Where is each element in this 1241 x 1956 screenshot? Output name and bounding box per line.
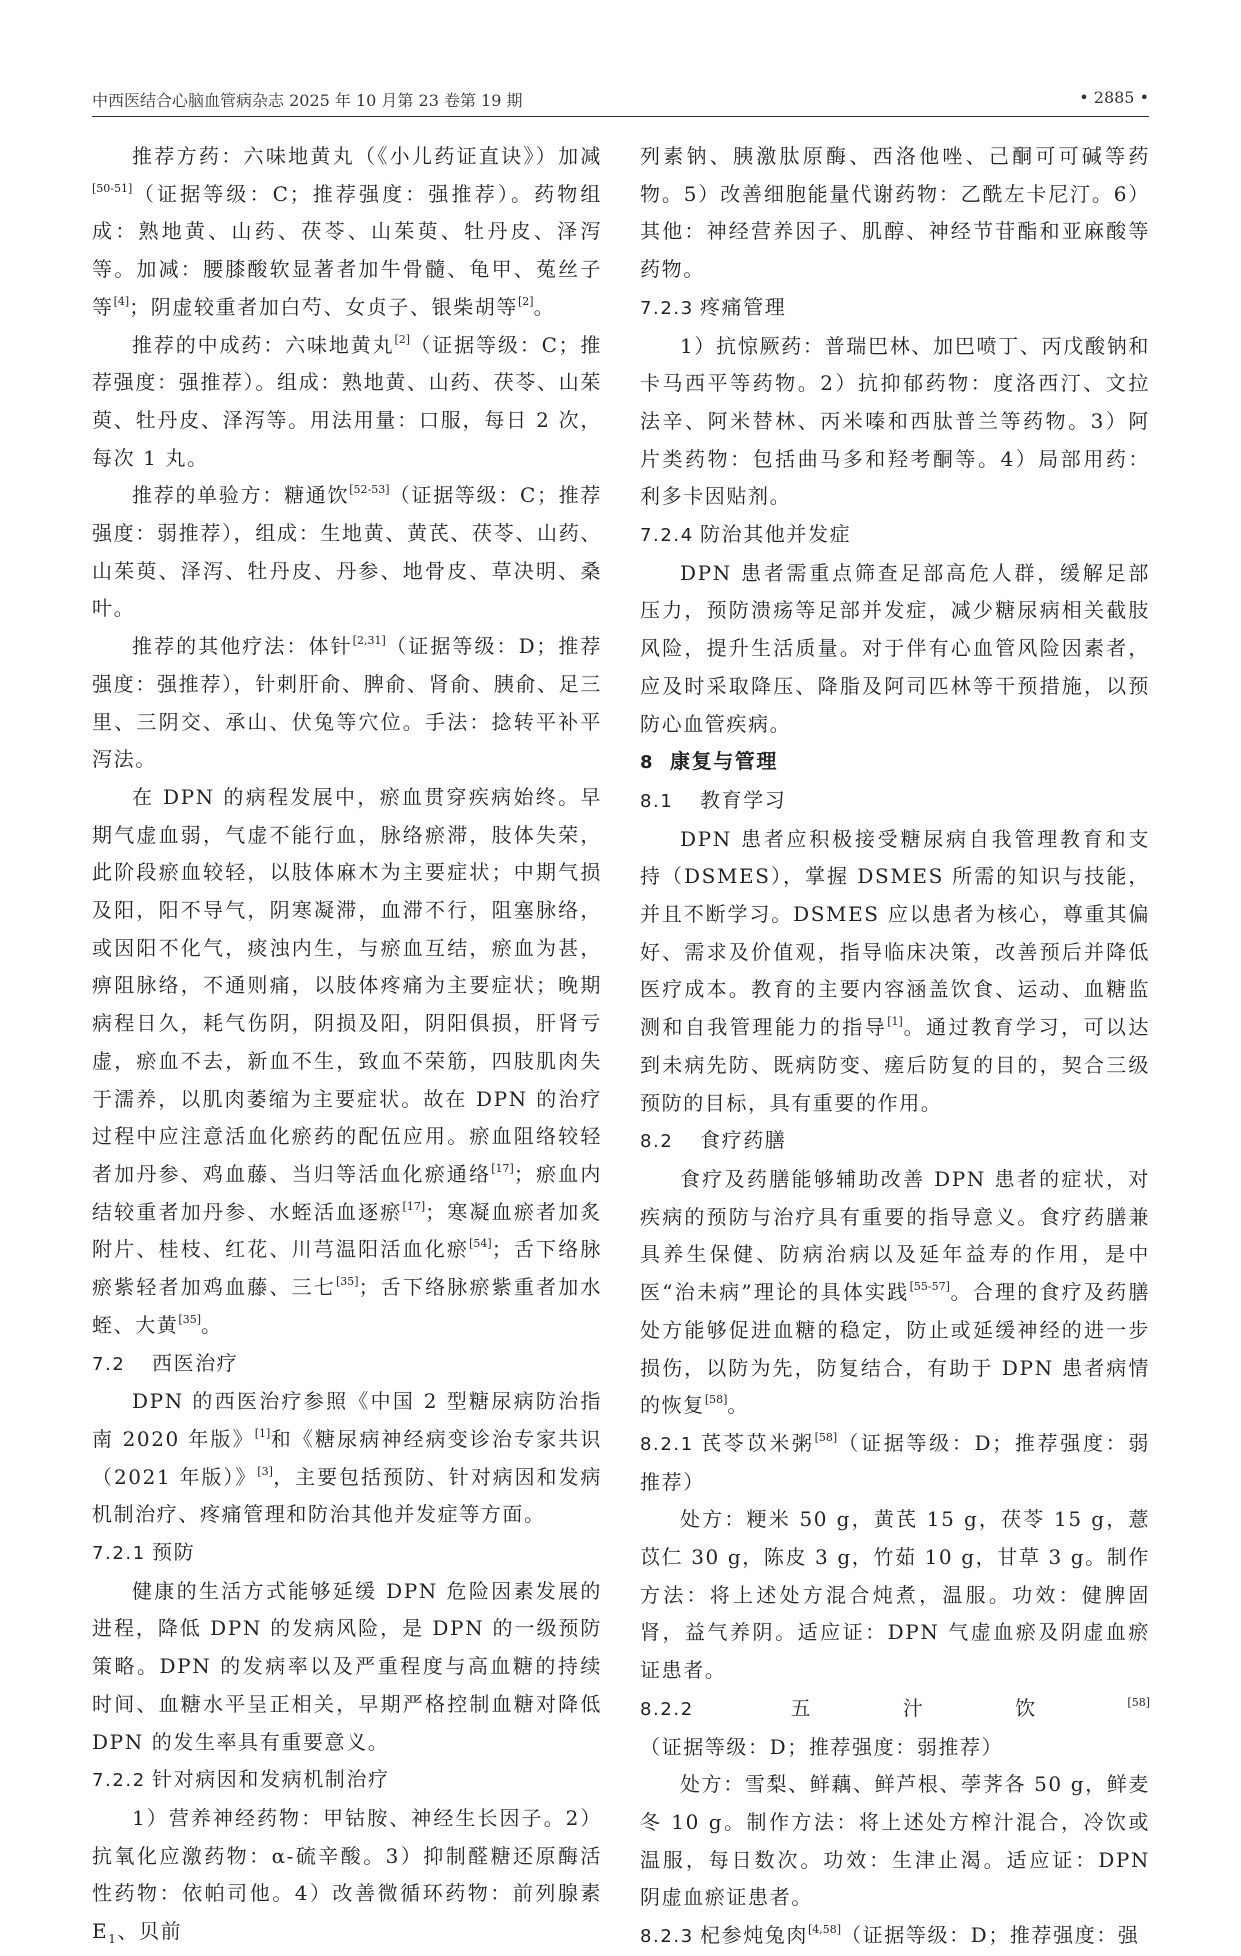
paragraph-single-formula: 推荐的单验方：糖通饮[52-53]（证据等级：C；推荐强度：弱推荐），组成：生地黄、黄芪、茯苓、山药、山茱萸、泽泻、牡丹皮、丹参、地骨皮、草决明、桑叶。 xyxy=(92,483,602,621)
paragraph-diet-therapy: 食疗及药膳能够辅助改善 DPN 患者的症状，对疾病的预防与治疗具有重要的指导意义。食疗药膳兼具养生保健、防病治病以及延年益寿的作用，是中医“治未病”理论的具体实践[55-57]。合理的食疗及药膳处方能够促进血糖的稳定，防止或延缓神经的进一步损伤，以防为先，防复结合，有助于 DPN 患者病情的恢复[58]。 xyxy=(640,1166,1151,1418)
running-header xyxy=(92,78,1149,117)
paragraph-blood-stasis: 在 DPN 的病程发展中，瘀血贯穿疾病始终。早期气虚血弱，气虚不能行血，脉络瘀滞，肢体失荣，此阶段瘀血较轻，以肢体麻木为主要症状；中期气损及阳，阳不导气，阴寒凝滞，血滞不行，阻塞脉络，或因阳不化气，痰浊内生，与瘀血互结，瘀血为甚，痹阻脉络，不通则痛，以肢体疼痛为主要症状；晚期病程日久，耗气伤阴，阴损及阳，阴阳俱损，肝肾亏虚，瘀血不去，新血不生，致血不荣筋，四肢肌肉失于濡养，以肌肉萎缩为主要症状。故在 DPN 的治疗过程中应注意活血化瘀药的配伍应用。瘀血阻络较轻者加丹参、鸡血藤、当归等活血化瘀通络[17]；瘀血内结较重者加丹参、水蛭活血逐瘀[17]；寒凝血瘀者加炙附片、桂枝、红花、川芎温阳活血化瘀[54]；舌下络脉瘀紫轻者加鸡血藤、三七[35]；舌下络脉瘀紫重者加水蛭、大黄[35]。 xyxy=(92,784,603,1337)
section-heading-7-2-3: 7.2.3 疼痛管理 xyxy=(640,294,787,319)
section-heading-7-2-1: 7.2.1 预防 xyxy=(92,1540,196,1565)
paragraph-pain-management: 1）抗惊厥药：普瑞巴林、加巴喷丁、丙戊酸钠和卡马西平等药物。2）抗抑郁药物：度洛西汀、文拉法辛、阿米替林、丙米嗪和西肽普兰等药物。3）阿片类药物：包括曲马多和羟考酮等。4）局部用药：利多卡因贴剂。 xyxy=(640,333,1150,509)
section-heading-8-2-2: 8.2.2 五汁饮[58]（证据等级：D；推荐强度：弱推荐） xyxy=(640,1695,1150,1759)
section-heading-7-2-2: 7.2.2 针对病因和发病机制治疗 xyxy=(92,1767,390,1792)
section-heading-8-2: 8.2 食疗药膳 xyxy=(640,1128,787,1153)
section-heading-8-2-1: 8.2.1 芪苓苡米粥[58]（证据等级：D；推荐强度：弱推荐） xyxy=(640,1430,1151,1494)
section-heading-7-2: 7.2 西医治疗 xyxy=(92,1350,239,1375)
paragraph-recipe-1: 处方：粳米 50 g，黄芪 15 g，茯苓 15 g，薏苡仁 30 g，陈皮 3 g，竹茹 10 g，甘草 3 g。制作方法：将上述处方混合炖煮，温服。功效：健脾固肾，益气养阴。适应证：DPN 气虚血瘀及阴虚血瘀证患者。 xyxy=(640,1507,1150,1683)
paragraph-complications: DPN 患者需重点筛查足部高危人群，缓解足部压力，预防溃疡等足部并发症，减少糖尿病相关截肢风险，提升生活质量。对于伴有心血管风险因素者，应及时采取降压、降脂及阿司匹林等干预措施，以预防心血管疾病。 xyxy=(640,560,1150,736)
section-heading-8-1: 8.1 教育学习 xyxy=(640,787,787,812)
page-number: • 2885 • xyxy=(1079,88,1149,107)
paragraph-other-therapy: 推荐的其他疗法：体针[2,31]（证据等级：D；推荐强度：强推荐），针刺肝俞、脾俞、肾俞、胰俞、足三里、三阴交、承山、伏兔等穴位。手法：捻转平补平泻法。 xyxy=(92,634,602,772)
paragraph-education: DPN 患者应积极接受糖尿病自我管理教育和支持（DSMES），掌握 DSMES 所需的知识与技能，并且不断学习。DSMES 应以患者为核心，尊重其偏好、需求及价值观，指导临床决策，改善预后并降低医疗成本。教育的主要内容涵盖饮食、运动、血糖监测和自我管理能力的指导[1]。通过教育学习，可以达到未病先防、既病防变、瘥后防复的目的，契合三级预防的目标，具有重要的作用。 xyxy=(640,826,1150,1115)
section-heading-8: 8 康复与管理 xyxy=(640,749,778,774)
left-column xyxy=(92,138,602,1951)
paragraph-prevention: 健康的生活方式能够延缓 DPN 危险因素发展的进程，降低 DPN 的发病风险，是 DPN 的一级预防策略。DPN 的发病率以及严重程度与高血糖的持续时间、血糖水平呈正相关，早期严格控制血糖对降低 DPN 的发生率具有重要意义。 xyxy=(92,1578,602,1754)
paragraph-patent-medicine: 推荐的中成药：六味地黄丸[2]（证据等级：C；推荐强度：强推荐）。组成：熟地黄、山药、茯苓、山茱萸、牡丹皮、泽泻等。用法用量：口服，每日 2 次，每次 1 丸。 xyxy=(92,332,602,470)
paragraph-recommended-formula: 推荐方药：六味地黄丸（《小儿药证直诀》）加减[50-51]（证据等级：C；推荐强度：强推荐）。药物组成：熟地黄、山药、茯苓、山茱萸、牡丹皮、泽泻等。加减：腰膝酸软显著者加牛骨髓、龟甲、菟丝子等[4]；阴虚较重者加白芍、女贞子、银柴胡等[2]。 xyxy=(92,144,602,319)
paragraph-continued-drugs: 列素钠、胰激肽原酶、西洛他唑、己酮可可碱等药物。5）改善细胞能量代谢药物：乙酰左卡尼汀。6）其他：神经营养因子、肌醇、神经节苷酯和亚麻酸等药物。 xyxy=(640,144,1150,282)
right-column xyxy=(640,138,1150,1956)
section-heading-8-2-3: 8.2.3 杞参炖兔肉[4,58]（证据等级：D；推荐强度：强 xyxy=(640,1923,1140,1948)
section-heading-7-2-4: 7.2.4 防治其他并发症 xyxy=(640,522,852,547)
paragraph-etiology-treatment: 1）营养神经药物：甲钴胺、神经生长因子。2）抗氧化应激药物：α-硫辛酸。3）抑制醛糖还原酶活性药物：依帕司他。4）改善微循环药物：前列腺素 $E_1$、贝前 xyxy=(92,1805,602,1947)
journal-title: 中西医结合心脑血管病杂志 2025 年 10 月第 23 卷第 19 期 xyxy=(92,91,523,110)
paragraph-recipe-2: 处方：雪梨、鲜藕、鲜芦根、荸荠各 50 g，鲜麦冬 10 g。制作方法：将上述处方榨汁混合，冷饮或温服，每日数次。功效：生津止渴。适应证：DPN 阴虚血瘀证患者。 xyxy=(640,1772,1150,1910)
paragraph-western-treatment: DPN 的西医治疗参照《中国 2 型糖尿病防治指南 2020 年版》[1]和《糖尿病神经病变诊治专家共识（2021 年版）》[3]，主要包括预防、针对病因和发病机制治疗、疼痛管理和防治其他并发症等方面。 xyxy=(92,1389,602,1527)
